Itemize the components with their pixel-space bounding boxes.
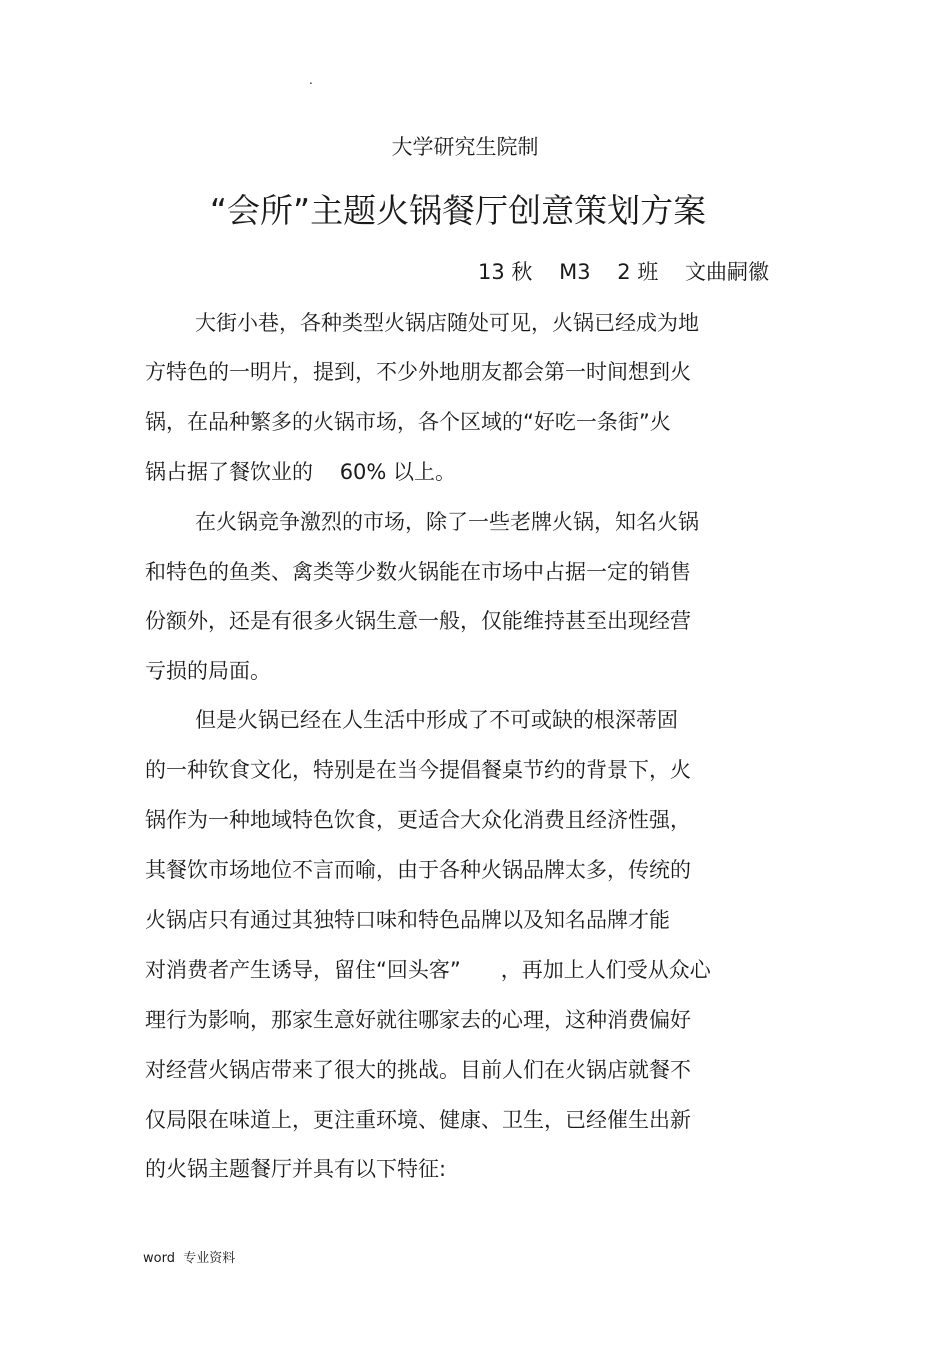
paragraph-line: 但是火锅已经在人生活中形成了不可或缺的根深蒂固 — [195, 708, 678, 732]
paragraph-line: 亏损的局面。 — [145, 659, 271, 683]
paragraph-line: 大街小巷，各种类型火锅店随处可见，火锅已经成为地 — [195, 311, 699, 335]
paragraph-line: 对经营火锅店带来了很大的挑战。目前人们在火锅店就餐不 — [145, 1058, 691, 1082]
paragraph-line: 锅占据了餐饮业的 60% 以上。 — [145, 460, 457, 484]
paragraph-line: 在火锅竞争激烈的市场，除了一些老牌火锅，知名火锅 — [195, 510, 699, 534]
footer-label: word 专业资料 — [143, 1251, 236, 1266]
page-dot: . — [309, 73, 313, 87]
paragraph-line: 火锅店只有通过其独特口味和特色品牌以及知名品牌才能 — [145, 908, 670, 932]
header-line: 大学研究生院制 — [391, 135, 539, 159]
paragraph-line: 的一种钦食文化，特别是在当今提倡餐桌节约的背景下，火 — [145, 758, 691, 782]
paragraph-line: 仅局限在味道上，更注重环境、健康、卫生，已经催生出新 — [145, 1108, 691, 1132]
paragraph-line: 锅，在品种繁多的火锅市场，各个区域的“好吃一条街”火 — [145, 410, 671, 434]
paragraph-line: 份额外，还是有很多火锅生意一般，仅能维持甚至出现经营 — [145, 609, 691, 633]
paragraph-line: 锅作为一种地域特色饮食，更适合大众化消费且经济性强， — [145, 808, 691, 832]
paragraph-line: 理行为影响，那家生意好就往哪家去的心理，这种消费偏好 — [145, 1008, 691, 1032]
paragraph-line: 其餐饮市场地位不言而喻，由于各种火锅品牌太多，传统的 — [145, 858, 691, 882]
document-title: “会所”主题火锅餐厅创意策划方案 — [209, 191, 707, 230]
paragraph-line: 和特色的鱼类、禽类等少数火锅能在市场中占据一定的销售 — [145, 560, 691, 584]
paragraph-line: 的火锅主题餐厅并具有以下特征: — [145, 1157, 447, 1181]
author-line: 13 秋 M3 2 班 文曲嗣徽 — [478, 260, 770, 284]
paragraph-line: 方特色的一明片，提到，不少外地朋友都会第一时间想到火 — [145, 360, 691, 384]
paragraph-line: 对消费者产生诱导，留住“回头客” ，再加上人们受从众心 — [145, 958, 711, 982]
